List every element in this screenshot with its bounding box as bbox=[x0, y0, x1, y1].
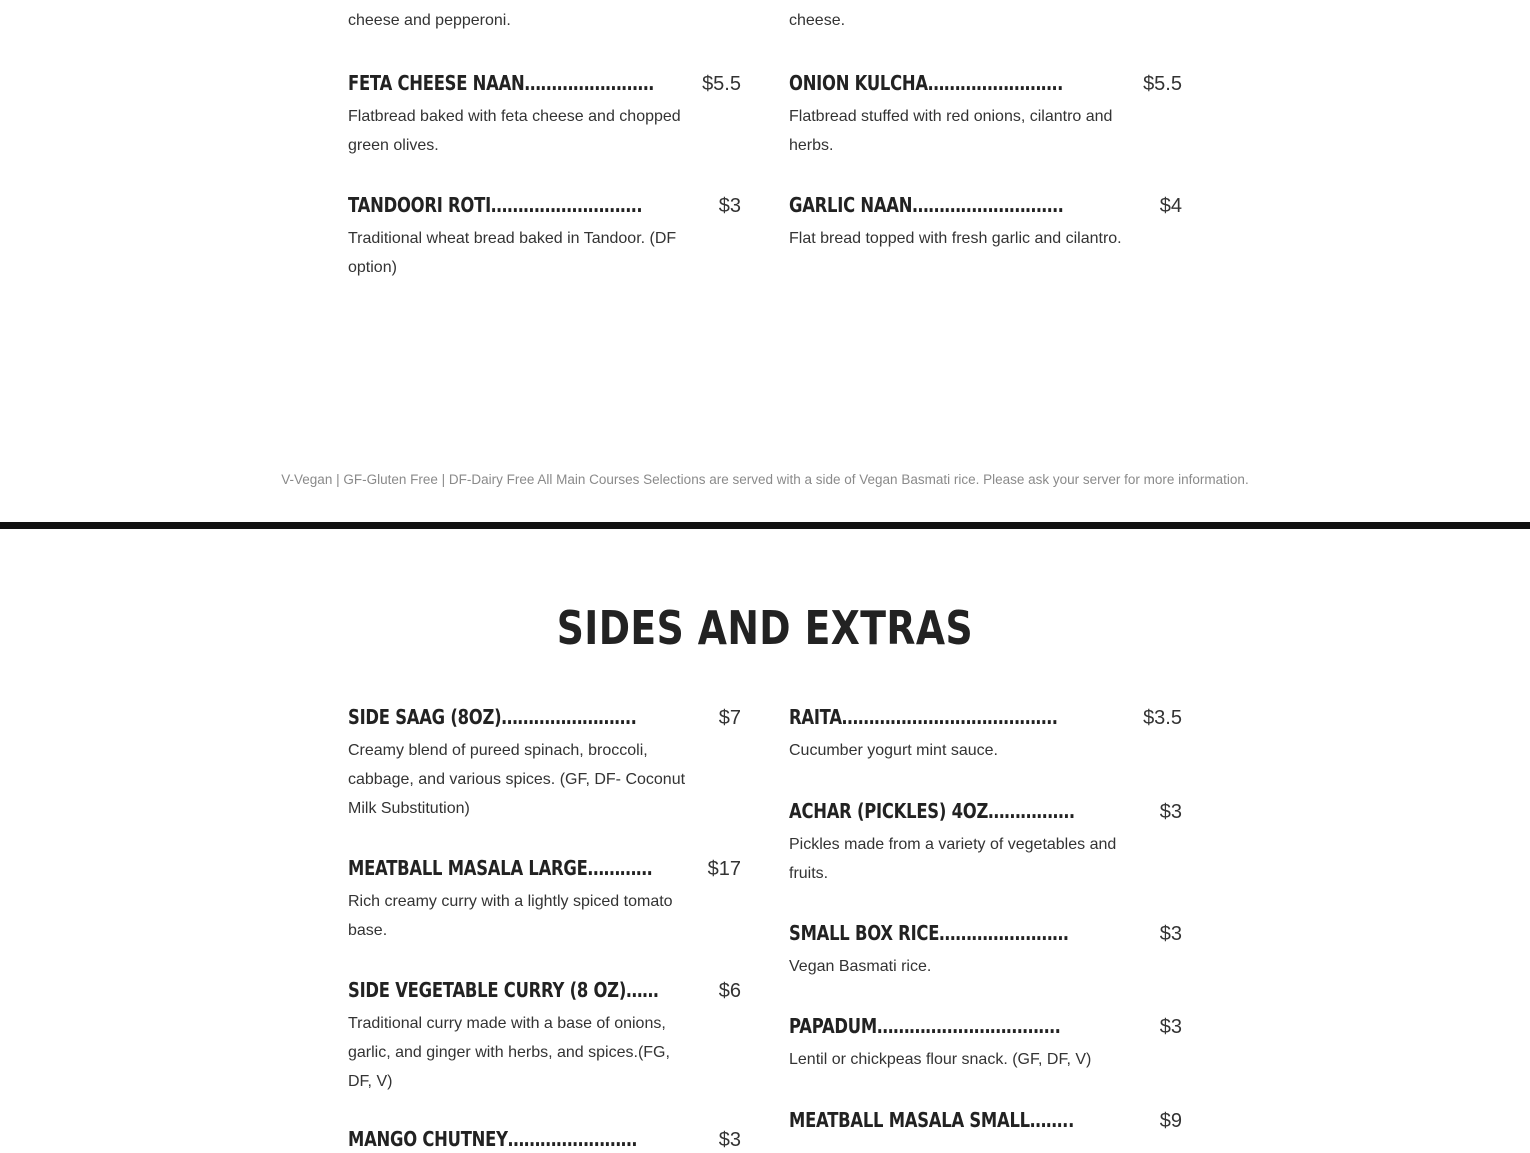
menu-item-price: $6 bbox=[718, 980, 741, 1002]
menu-item-name: MEATBALL MASALA SMALL…….. bbox=[789, 1108, 1075, 1132]
menu-item-name: PAPADUM……………………………. bbox=[789, 1014, 1061, 1038]
menu-item-description: Pickles made from a variety of vegetables and fruits. bbox=[789, 836, 1117, 882]
menu-item-description: Cucumber yogurt mint sauce. bbox=[789, 742, 998, 759]
menu-item-price: $17 bbox=[707, 858, 741, 880]
menu-item-name: SIDE VEGETABLE CURRY (8 OZ)…… bbox=[348, 978, 659, 1002]
menu-item-name: ACHAR (PICKLES) 4OZ……………. bbox=[789, 799, 1075, 823]
menu-item-description-fragment: cheese and pepperoni. bbox=[348, 12, 511, 29]
menu-item-price: $3.5 bbox=[1143, 707, 1182, 729]
menu-item-price: $3 bbox=[718, 1129, 741, 1151]
menu-item-description: Flatbread stuffed with red onions, cilantro and herbs. bbox=[789, 108, 1113, 154]
menu-item-price: $5.5 bbox=[702, 73, 741, 95]
menu-item-description: Flatbread baked with feta cheese and chopped green olives. bbox=[348, 108, 681, 154]
menu-item-price: $3 bbox=[718, 195, 741, 217]
menu-item-price: $3 bbox=[1159, 923, 1182, 945]
section-title-text: SIDES AND EXTRAS bbox=[556, 601, 974, 655]
dietary-note: V-Vegan | GF-Gluten Free | DF-Dairy Free All Main Courses Selections are served with a side of Vegan Basmati rice. Please ask your server for more information. bbox=[281, 472, 1249, 487]
menu-item-name: FETA CHEESE NAAN…………………… bbox=[348, 71, 654, 95]
menu-item-name: SIDE SAAG (8OZ)……………………. bbox=[348, 705, 637, 729]
menu-item-description: Traditional wheat bread baked in Tandoor. (DF option) bbox=[348, 230, 677, 276]
menu-item-name: MEATBALL MASALA LARGE………… bbox=[348, 856, 653, 880]
section-divider bbox=[0, 522, 1530, 529]
menu-item-price: $4 bbox=[1159, 195, 1182, 217]
menu-item-description: Flat bread topped with fresh garlic and cilantro. bbox=[789, 230, 1122, 247]
menu-item-name: ONION KULCHA……………………. bbox=[789, 71, 1064, 95]
section-title bbox=[0, 600, 1530, 656]
menu-item-price: $3 bbox=[1159, 1016, 1182, 1038]
menu-item-name: MANGO CHUTNEY…………………… bbox=[348, 1127, 637, 1151]
menu-item-name: TANDOORI ROTI………………………. bbox=[348, 193, 643, 217]
menu-item-description: Lentil or chickpeas flour snack. (GF, DF, V) bbox=[789, 1051, 1092, 1068]
menu-item-price: $5.5 bbox=[1143, 73, 1182, 95]
menu-item-description: Vegan Basmati rice. bbox=[789, 958, 932, 975]
menu-item-description: Traditional curry made with a base of onions, garlic, and ginger with herbs, and spices.(FG, DF, V) bbox=[348, 1015, 670, 1090]
menu-item-name: SMALL BOX RICE…………………… bbox=[789, 921, 1069, 945]
menu-item-description-fragment: cheese. bbox=[789, 12, 846, 29]
menu-item-price: $7 bbox=[718, 707, 741, 729]
menu-item-name: GARLIC NAAN………………………. bbox=[789, 193, 1064, 217]
menu-item-description: Creamy blend of pureed spinach, broccoli, cabbage, and various spices. (GF, DF- Coconut Milk Substitution) bbox=[348, 742, 686, 817]
menu-item-price: $3 bbox=[1159, 801, 1182, 823]
menu-item-description: Rich creamy curry with a lightly spiced tomato base. bbox=[348, 893, 673, 939]
menu-item-price: $9 bbox=[1159, 1110, 1182, 1132]
menu-item-name: RAITA…………………………………. bbox=[789, 705, 1058, 729]
